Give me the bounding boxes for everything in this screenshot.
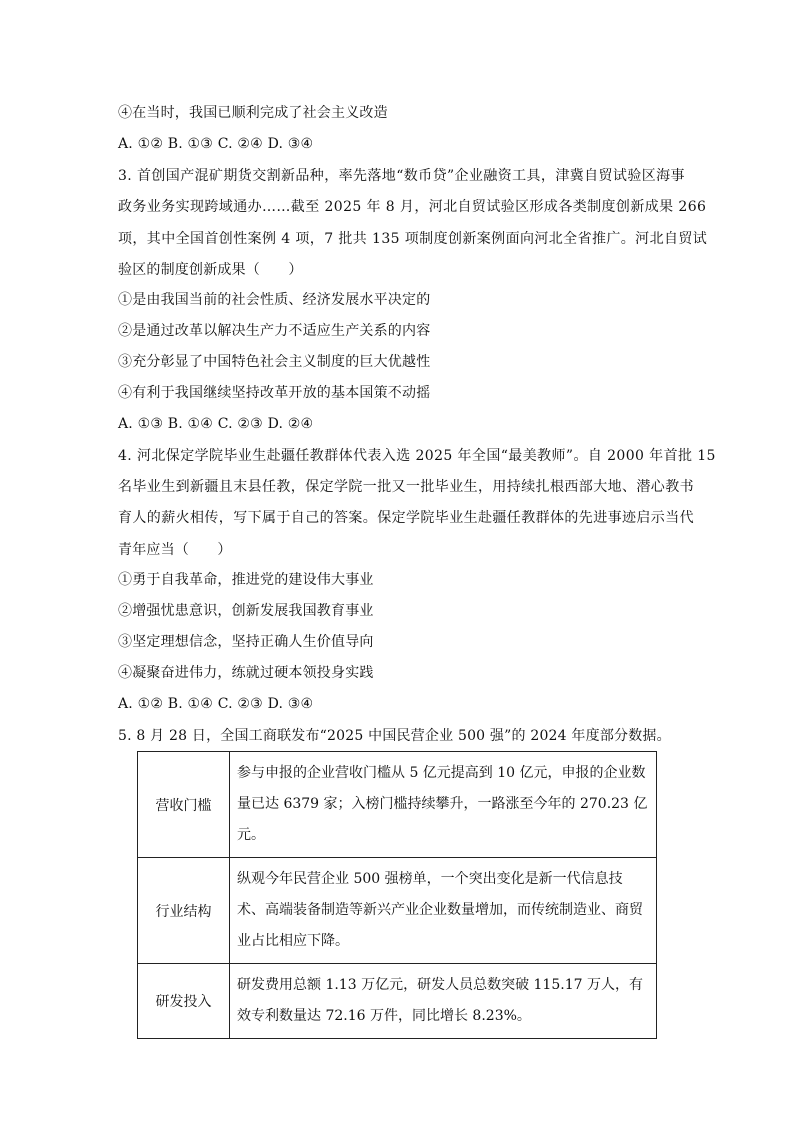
question-3-line-2: 政务业务实现跨域通办……截至 2025 年 8 月，河北自贸试验区形成各类制度创新成果 266: [118, 199, 707, 215]
answer-choices-q4: A. ①② B. ①④ C. ②③ D. ③④: [118, 696, 314, 712]
row-header-industry-structure: 行业结构: [138, 858, 230, 964]
question-3-line-1: 3. 首创国产混矿期货交割新品种，率先落地“数币贷”企业融资工具，津冀自贸试验区海事: [118, 168, 685, 184]
question-4-line-1: 4. 河北保定学院毕业生赴疆任教群体代表入选 2025 年全国“最美教师”。自 2000 年首批 15: [118, 448, 716, 464]
question-4-line-3: 育人的薪火相传，写下属于自己的答案。保定学院毕业生赴疆任教群体的先进事迹启示当代: [118, 510, 694, 526]
row-header-rd-investment: 研发投入: [138, 964, 230, 1039]
table-row: [138, 752, 657, 858]
question-4-line-4: 青年应当（ ）: [118, 542, 232, 558]
answer-choices-q2: A. ①② B. ①③ C. ②④ D. ③④: [118, 136, 314, 152]
question-3-option-1: ①是由我国当前的社会性质、经济发展水平决定的: [118, 292, 431, 308]
row-content-industry-structure: 纵观今年民营企业 500 强榜单，一个突出变化是新一代信息技术、高端装备制造等新兴产业企业数量增加，而传统制造业、商贸业占比相应下降。: [230, 858, 657, 964]
question-4-line-2: 名毕业生到新疆且末县任教，保定学院一批又一批毕业生，用持续扎根西部大地、潜心教书: [118, 479, 694, 495]
question-4-option-4: ④凝聚奋进伟力，练就过硬本领投身实践: [118, 665, 374, 681]
row-content-rd-investment: 研发费用总额 1.13 万亿元，研发人员总数突破 115.17 万人，有效专利数量达 72.16 万件，同比增长 8.23%。: [230, 964, 657, 1039]
question-3-option-4: ④有利于我国继续坚持改革开放的基本国策不动摇: [118, 385, 431, 401]
question-4-option-1: ①勇于自我革命，推进党的建设伟大事业: [118, 572, 374, 588]
question-3-line-4: 验区的制度创新成果（ ）: [118, 262, 303, 278]
row-header-revenue-threshold: 营收门槛: [138, 752, 230, 858]
question-4-option-2: ②增强忧患意识，创新发展我国教育事业: [118, 603, 374, 619]
question-5-intro: 5. 8 月 28 日，全国工商联发布“2025 中国民营企业 500 强”的 2024 年度部分数据。: [118, 728, 671, 744]
option-4-previous-question: ④在当时，我国已顺利完成了社会主义改造: [118, 105, 388, 121]
question-4-option-3: ③坚定理想信念，坚持正确人生价值导向: [118, 634, 374, 650]
question-3-option-3: ③充分彰显了中国特色社会主义制度的巨大优越性: [118, 354, 431, 370]
table-row: [138, 964, 657, 1039]
row-content-revenue-threshold: 参与申报的企业营收门槛从 5 亿元提高到 10 亿元，申报的企业数量已达 6379 家；入榜门槛持续攀升，一路涨至今年的 270.23 亿元。: [230, 752, 657, 858]
answer-choices-q3: A. ①③ B. ①④ C. ②③ D. ②④: [118, 416, 314, 432]
question-3-line-3: 项，其中全国首创性案例 4 项，7 批共 135 项制度创新案例面向河北全省推广。河北自贸试: [118, 231, 708, 247]
question-3-option-2: ②是通过改革以解决生产力不适应生产关系的内容: [118, 323, 431, 339]
enterprise-data-table: [137, 751, 657, 1039]
table-row: [138, 858, 657, 964]
